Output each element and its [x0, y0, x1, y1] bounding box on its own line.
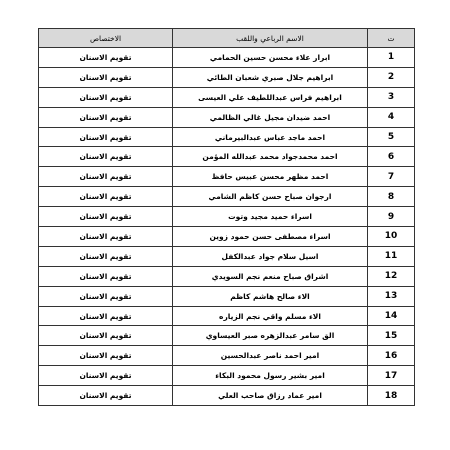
row-specialty: تقويم الاسنان: [39, 326, 173, 346]
table-row: [39, 187, 415, 207]
row-specialty: تقويم الاسنان: [39, 207, 173, 227]
row-specialty: تقويم الاسنان: [39, 246, 173, 266]
row-specialty: تقويم الاسنان: [39, 48, 173, 68]
row-number: 16: [368, 346, 415, 366]
row-full-name: اشراق صباح منعم نجم السويدي: [173, 266, 368, 286]
row-number: 4: [368, 107, 415, 127]
row-specialty: تقويم الاسنان: [39, 346, 173, 366]
row-number: 7: [368, 167, 415, 187]
row-number: 2: [368, 67, 415, 87]
row-specialty: تقويم الاسنان: [39, 147, 173, 167]
row-full-name: ابراهيم جلال صبري شعبان الطائي: [173, 67, 368, 87]
table-row: [39, 107, 415, 127]
row-specialty: تقويم الاسنان: [39, 227, 173, 247]
row-number: 5: [368, 127, 415, 147]
table-row: [39, 147, 415, 167]
row-full-name: الق سامر عبدالزهره صبر العيساوي: [173, 326, 368, 346]
row-specialty: تقويم الاسنان: [39, 286, 173, 306]
row-number: 6: [368, 147, 415, 167]
row-number: 12: [368, 266, 415, 286]
row-number: 15: [368, 326, 415, 346]
row-full-name: امير بشير رسول محمود البكاء: [173, 366, 368, 386]
row-number: 14: [368, 306, 415, 326]
header-specialty: الاختصاص: [39, 29, 173, 48]
row-full-name: ابرار علاء محسن حسين الحمامي: [173, 48, 368, 68]
row-full-name: اسيل سلام جواد عبدالكفل: [173, 246, 368, 266]
table-row: [39, 67, 415, 87]
table-row: [39, 167, 415, 187]
row-full-name: احمد مظهر محسن عبيس حافظ: [173, 167, 368, 187]
row-specialty: تقويم الاسنان: [39, 127, 173, 147]
table-row: [39, 286, 415, 306]
row-number: 1: [368, 48, 415, 68]
row-specialty: تقويم الاسنان: [39, 167, 173, 187]
row-specialty: تقويم الاسنان: [39, 266, 173, 286]
row-specialty: تقويم الاسنان: [39, 107, 173, 127]
row-number: 18: [368, 386, 415, 406]
table-row: [39, 127, 415, 147]
row-full-name: امير عماد رزاق صاحب العلي: [173, 386, 368, 406]
table-row: [39, 48, 415, 68]
row-full-name: احمد محمدجواد محمد عبدالله المؤمن: [173, 147, 368, 167]
row-number: 3: [368, 87, 415, 107]
row-number: 10: [368, 227, 415, 247]
row-full-name: الاء مسلم واقي نجم الزياره: [173, 306, 368, 326]
row-specialty: تقويم الاسنان: [39, 386, 173, 406]
document-sheet: [38, 28, 414, 406]
row-specialty: تقويم الاسنان: [39, 87, 173, 107]
table-header-row: [39, 29, 415, 48]
table-row: [39, 306, 415, 326]
table-row: [39, 366, 415, 386]
row-number: 9: [368, 207, 415, 227]
row-full-name: اسراء حميد مجيد وتوت: [173, 207, 368, 227]
students-table: [38, 28, 415, 406]
row-specialty: تقويم الاسنان: [39, 306, 173, 326]
row-full-name: امير احمد ناصر عبدالحسين: [173, 346, 368, 366]
row-full-name: اسراء مصطفى حسن حمود زوين: [173, 227, 368, 247]
header-full-name: الاسم الرباعي واللقب: [173, 29, 368, 48]
row-number: 11: [368, 246, 415, 266]
table-row: [39, 87, 415, 107]
table-row: [39, 346, 415, 366]
header-number: ت: [368, 29, 415, 48]
table-row: [39, 227, 415, 247]
table-row: [39, 386, 415, 406]
table-row: [39, 266, 415, 286]
row-specialty: تقويم الاسنان: [39, 67, 173, 87]
row-number: 13: [368, 286, 415, 306]
row-full-name: احمد ماجد عباس عبدالبيرماني: [173, 127, 368, 147]
row-specialty: تقويم الاسنان: [39, 366, 173, 386]
table-row: [39, 246, 415, 266]
table-row: [39, 207, 415, 227]
row-full-name: الاء صالح هاشم كاظم: [173, 286, 368, 306]
row-full-name: ابراهيم فراس عبداللطيف علي العيسى: [173, 87, 368, 107]
row-number: 17: [368, 366, 415, 386]
row-full-name: احمد ضيدان مجيل غالي الظالمي: [173, 107, 368, 127]
table-row: [39, 326, 415, 346]
row-number: 8: [368, 187, 415, 207]
row-full-name: ارجوان صباح حسن كاظم الشامي: [173, 187, 368, 207]
row-specialty: تقويم الاسنان: [39, 187, 173, 207]
